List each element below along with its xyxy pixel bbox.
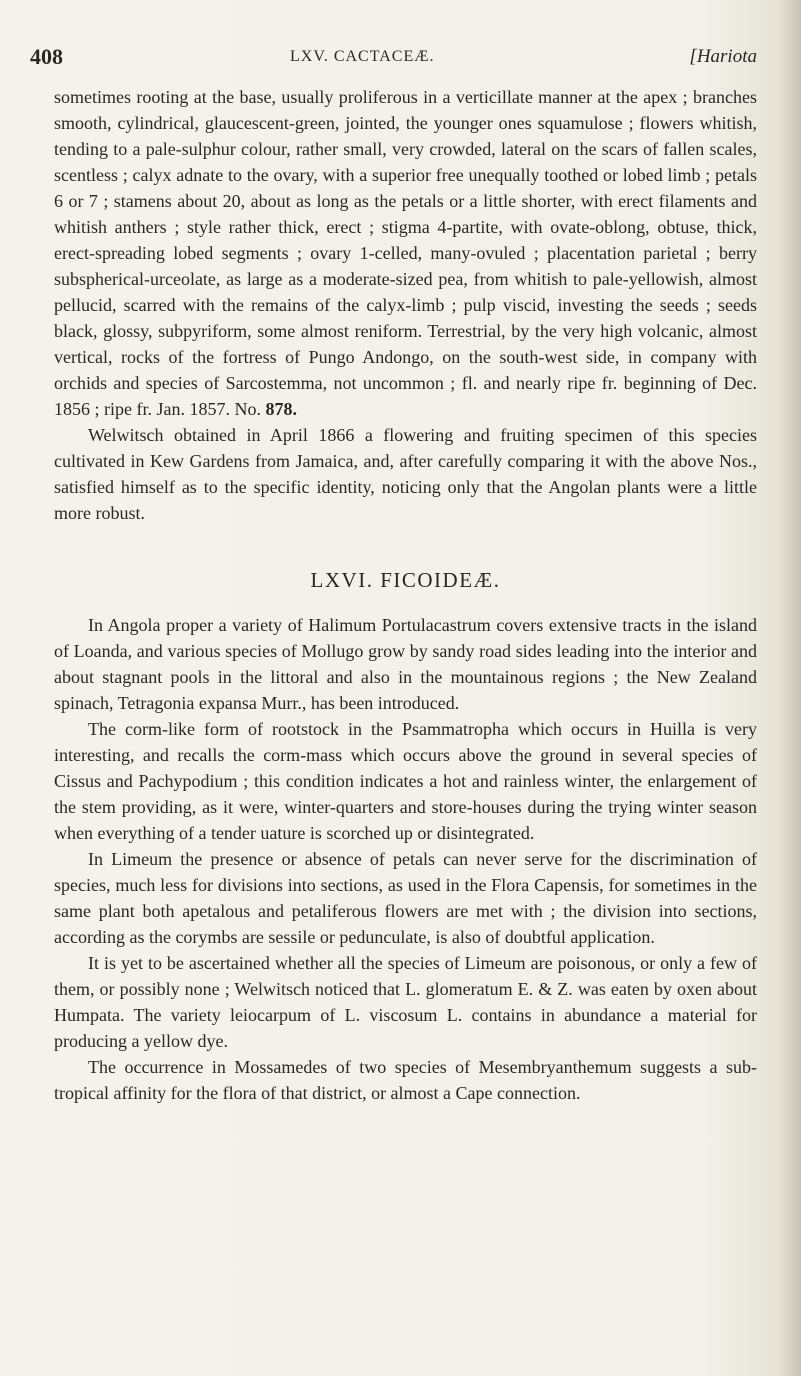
body-text [54,84,757,1106]
description-paragraph [54,84,757,422]
paragraph-mossamedes: The occurrence in Mossamedes of two species of Mesembryanthemum suggests a sub-tropical affinity for the flora of that district, or almost a Cape connection. [54,1057,757,1103]
family-title: LXVI. FICOIDEÆ. [310,568,501,592]
page-number: 408 [30,44,63,69]
section-heading: LXV. CACTACEÆ. [290,48,435,65]
paragraph-welwitsch-kew: Welwitsch obtained in April 1866 a flowering and fruiting specimen of this species cultivated in Kew Gardens from Jamaica, and, after carefully comparing it with the above Nos., satisfied himself as to the specific identity, noticing only that the Angolan plants were a little more robust. [54,425,757,523]
genus-heading: [Hariota [689,46,757,67]
running-head [30,44,757,74]
description-text: sometimes rooting at the base, usually proliferous in a verticillate manner at the apex ; branches smooth, cylindrical, glaucescent-green, jointed, the younger ones squamulose ; flowers whitish, tending to a pale-sulphur colour, rather small, very crowded, lateral on the scars of fallen scales, scentless ; calyx adnate to the ovary, with a superior free unequally toothed or lobed limb ; petals 6 or 7 ; stamens about 20, about as long as the petals or a little shorter, with erect filaments and whitish anthers ; style rather thick, erect ; stigma 4-partite, with ovate-oblong, obtuse, thick, erect-spreading lobed segments ; ovary 1-celled, many-ovuled ; placentation parietal ; berry subspherical-urceolate, as large as a moderate-sized pea, from whitish to pale-yellowish, almost pellucid, scarred with the remains of the calyx-limb ; pulp viscid, investing the seeds ; seeds black, glossy, subpyriform, some almost reniform. Terrestrial, by the very high volcanic, almost vertical, rocks of the fortress of Pungo Andongo, on the south-west side, in company with orchids and species of Sarcostemma, not uncommon ; fl. and nearly ripe fr. beginning of Dec. 1856 ; ripe fr. Jan. 1857. No. [54,87,757,419]
paragraph-angola-variety: In Angola proper a variety of Halimum Portulacastrum covers extensive tracts in the island of Loanda, and various species of Mollugo grow by sandy road sides leading into the interior and about stagnant pools in the littoral and also in the mountainous regions ; the New Zealand spinach, Tetragonia expansa Murr., has been introduced. [54,615,757,713]
paragraph-corm-rootstock: The corm-like form of rootstock in the Psammatropha which occurs in Huilla is very interesting, and recalls the corm-mass which occurs above the ground in several species of Cissus and Pachypodium ; this condition indicates a hot and rainless winter, the enlargement of the stem providing, as it were, winter-quarters and store-houses during the trying winter season when everything of a tender uature is scorched up or disintegrated. [54,719,757,843]
paragraph-limeum-petals: In Limeum the presence or absence of petals can never serve for the discrimination of species, much less for divisions into sections, as used in the Flora Capensis, for sometimes in the same plant both apetalous and petaliferous flowers are met with ; the division into sections, according as the corymbs are sessile or pedunculate, is also of doubtful application. [54,849,757,947]
specimen-number: 878. [265,399,297,419]
page-edge-shadow [779,0,801,1376]
paragraph-limeum-poison: It is yet to be ascertained whether all the species of Limeum are poisonous, or only a few of them, or possibly none ; Welwitsch noticed that L. glomeratum E. & Z. was eaten by oxen about Humpata. The variety leiocarpum of L. viscosum L. contains in abundance a material for producing a yellow dye. [54,953,757,1051]
